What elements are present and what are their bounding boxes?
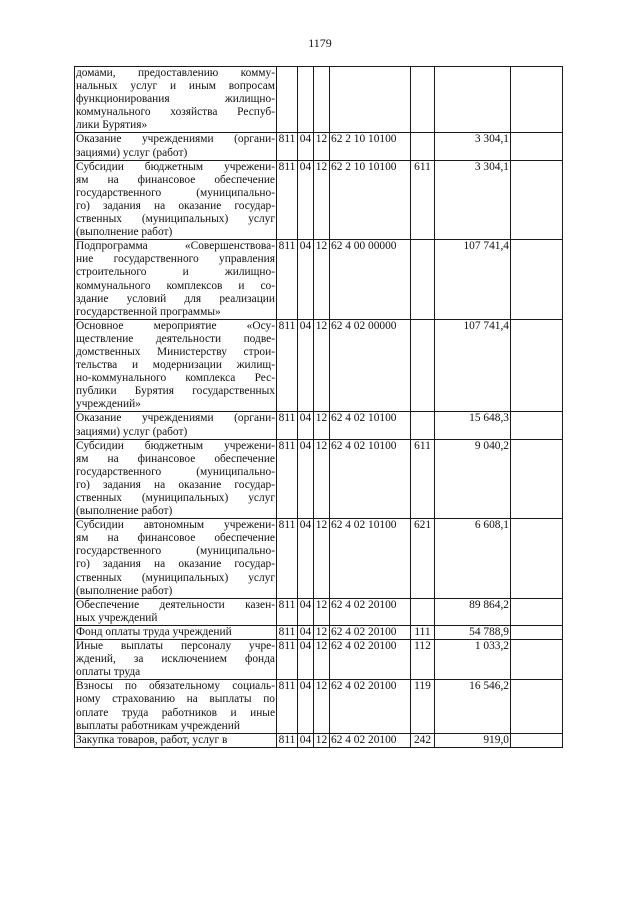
ministry-code bbox=[277, 67, 298, 133]
row-name-line: домственных Министерству строи- bbox=[76, 345, 275, 358]
empty-cell bbox=[511, 680, 563, 733]
row-name-line: коммунального хозяйства Респуб- bbox=[76, 106, 275, 119]
ministry-code: 811 bbox=[277, 519, 298, 599]
empty-cell bbox=[511, 640, 563, 680]
expense-type-code bbox=[411, 133, 435, 160]
row-name-line: Обеспечение деятельности казен- bbox=[76, 598, 275, 611]
row-name-line: но-коммунального комплекса Рес- bbox=[76, 372, 275, 385]
row-name bbox=[75, 733, 277, 747]
row-name-line: Оказание учреждениями (органи- bbox=[76, 133, 275, 146]
subsection-code: 12 bbox=[314, 625, 330, 639]
target-article-code: 62 4 02 20100 bbox=[330, 733, 411, 747]
budget-table bbox=[74, 66, 563, 748]
row-name-line: ществление деятельности подве- bbox=[76, 332, 275, 345]
empty-cell bbox=[511, 160, 563, 240]
row-name-line: публики Бурятия государственных bbox=[76, 385, 275, 398]
row-name-line: го) задания на оказание государ- bbox=[76, 558, 275, 571]
amount: 15 648,3 bbox=[435, 412, 511, 439]
row-name-line: коммунального комплексов и со- bbox=[76, 279, 275, 292]
row-name-line: ждений, за исключением фонда bbox=[76, 653, 275, 666]
row-name bbox=[75, 625, 277, 639]
row-name bbox=[75, 133, 277, 160]
row-name-line: ных учреждений bbox=[76, 611, 158, 624]
section-code: 04 bbox=[298, 439, 314, 519]
row-name bbox=[75, 319, 277, 412]
page-number: 1179 bbox=[308, 36, 332, 50]
row-name-line: Иные выплаты персоналу учре- bbox=[76, 640, 275, 653]
target-article-code: 62 2 10 10100 bbox=[330, 160, 411, 240]
expense-type-code bbox=[411, 598, 435, 625]
section-code bbox=[298, 67, 314, 133]
row-name bbox=[75, 160, 277, 240]
empty-cell bbox=[511, 133, 563, 160]
ministry-code: 811 bbox=[277, 412, 298, 439]
row-name-line: домами, предоставлению комму- bbox=[76, 67, 275, 79]
row-name bbox=[75, 680, 277, 733]
ministry-code: 811 bbox=[277, 733, 298, 747]
subsection-code: 12 bbox=[314, 439, 330, 519]
ministry-code: 811 bbox=[277, 640, 298, 680]
target-article-code: 62 4 02 20100 bbox=[330, 680, 411, 733]
row-name-line: ям на финансовое обеспечение bbox=[76, 532, 275, 545]
subsection-code: 12 bbox=[314, 680, 330, 733]
section-code: 04 bbox=[298, 519, 314, 599]
subsection-code bbox=[314, 67, 330, 133]
subsection-code: 12 bbox=[314, 319, 330, 412]
row-name-line: ям на финансовое обеспечение bbox=[76, 173, 275, 186]
target-article-code: 62 4 02 20100 bbox=[330, 625, 411, 639]
amount: 107 741,4 bbox=[435, 240, 511, 320]
expense-type-code bbox=[411, 412, 435, 439]
table-row bbox=[75, 519, 563, 599]
row-name-line: государственного (муниципально- bbox=[76, 465, 275, 478]
row-name-line: ственных (муниципальных) услуг bbox=[76, 492, 275, 504]
subsection-code: 12 bbox=[314, 160, 330, 240]
row-name-line: Закупка товаров, работ, услуг в bbox=[76, 733, 228, 746]
empty-cell bbox=[511, 439, 563, 519]
row-name-line: ственных (муниципальных) услуг bbox=[76, 213, 275, 226]
row-name bbox=[75, 67, 277, 133]
section-code: 04 bbox=[298, 133, 314, 160]
section-code: 04 bbox=[298, 240, 314, 320]
row-name-line: Субсидии бюджетным учрежени- bbox=[76, 439, 275, 452]
row-name bbox=[75, 519, 277, 599]
row-name-line: строительного и жилищно- bbox=[76, 266, 275, 279]
table-row bbox=[75, 67, 563, 133]
section-code: 04 bbox=[298, 160, 314, 240]
row-name-line: здание условий для реализации bbox=[76, 292, 275, 305]
ministry-code: 811 bbox=[277, 133, 298, 160]
amount: 919,0 bbox=[435, 733, 511, 747]
row-name-line: зациями) услуг (работ) bbox=[76, 425, 188, 438]
section-code: 04 bbox=[298, 412, 314, 439]
empty-cell bbox=[511, 319, 563, 412]
row-name-line: оплаты труда bbox=[76, 666, 141, 679]
row-name-line: Субсидии бюджетным учрежени- bbox=[76, 160, 275, 173]
row-name bbox=[75, 598, 277, 625]
row-name bbox=[75, 240, 277, 320]
table-row bbox=[75, 160, 563, 240]
amount: 89 864,2 bbox=[435, 598, 511, 625]
amount: 6 608,1 bbox=[435, 519, 511, 599]
empty-cell bbox=[511, 598, 563, 625]
amount: 54 788,9 bbox=[435, 625, 511, 639]
row-name-line: Фонд оплаты труда учреждений bbox=[76, 625, 232, 638]
target-article-code: 62 4 00 00000 bbox=[330, 240, 411, 320]
expense-type-code: 111 bbox=[411, 625, 435, 639]
section-code: 04 bbox=[298, 319, 314, 412]
row-name-line: ственных (муниципальных) услуг bbox=[76, 571, 275, 584]
subsection-code: 12 bbox=[314, 133, 330, 160]
table-row bbox=[75, 133, 563, 160]
amount: 107 741,4 bbox=[435, 319, 511, 412]
ministry-code: 811 bbox=[277, 319, 298, 412]
expense-type-code: 242 bbox=[411, 733, 435, 747]
subsection-code: 12 bbox=[314, 519, 330, 599]
target-article-code: 62 4 02 10100 bbox=[330, 519, 411, 599]
expense-type-code: 611 bbox=[411, 160, 435, 240]
row-name-line: Подпрограмма «Совершенствова- bbox=[76, 240, 275, 253]
table-body bbox=[75, 67, 563, 748]
empty-cell bbox=[511, 519, 563, 599]
row-name-line: (выполнение работ) bbox=[76, 584, 173, 597]
expense-type-code bbox=[411, 240, 435, 320]
table-row bbox=[75, 680, 563, 733]
row-name-line: ному страхованию на выплаты по bbox=[76, 693, 275, 706]
table-row bbox=[75, 625, 563, 639]
row-name bbox=[75, 640, 277, 680]
section-code: 04 bbox=[298, 625, 314, 639]
row-name-line: нальных услуг и иным вопросам bbox=[76, 80, 275, 93]
row-name-line: государственной программы» bbox=[76, 305, 221, 318]
amount bbox=[435, 67, 511, 133]
row-name-line: Оказание учреждениями (органи- bbox=[76, 412, 275, 425]
row-name-line: зациями) услуг (работ) bbox=[76, 146, 188, 159]
row-name-line: государственного (муниципально- bbox=[76, 545, 275, 558]
table-row bbox=[75, 319, 563, 412]
row-name-line: Основное мероприятие «Осу- bbox=[76, 319, 275, 332]
row-name-line: Взносы по обязательному социаль- bbox=[76, 680, 275, 693]
ministry-code: 811 bbox=[277, 680, 298, 733]
expense-type-code: 112 bbox=[411, 640, 435, 680]
row-name-line: государственного (муниципально- bbox=[76, 186, 275, 199]
ministry-code: 811 bbox=[277, 625, 298, 639]
subsection-code: 12 bbox=[314, 240, 330, 320]
row-name-line: выплаты работникам учреждений bbox=[76, 719, 240, 732]
row-name bbox=[75, 439, 277, 519]
row-name-line: (выполнение работ) bbox=[76, 226, 173, 239]
subsection-code: 12 bbox=[314, 640, 330, 680]
table-row bbox=[75, 640, 563, 680]
subsection-code: 12 bbox=[314, 412, 330, 439]
table-row bbox=[75, 733, 563, 747]
section-code: 04 bbox=[298, 680, 314, 733]
subsection-code: 12 bbox=[314, 733, 330, 747]
section-code: 04 bbox=[298, 598, 314, 625]
ministry-code: 811 bbox=[277, 240, 298, 320]
target-article-code: 62 4 02 10100 bbox=[330, 412, 411, 439]
expense-type-code: 611 bbox=[411, 439, 435, 519]
row-name-line: ние государственного управления bbox=[76, 253, 275, 266]
row-name-line: го) задания на оказание государ- bbox=[76, 199, 275, 212]
amount: 3 304,1 bbox=[435, 133, 511, 160]
row-name-line: оплате труда работников и иные bbox=[76, 706, 275, 719]
row-name-line: (выполнение работ) bbox=[76, 505, 173, 518]
empty-cell bbox=[511, 625, 563, 639]
empty-cell bbox=[511, 733, 563, 747]
empty-cell bbox=[511, 412, 563, 439]
row-name-line: учреждений» bbox=[76, 398, 141, 411]
table-row bbox=[75, 412, 563, 439]
section-code: 04 bbox=[298, 733, 314, 747]
target-article-code: 62 4 02 10100 bbox=[330, 439, 411, 519]
expense-type-code: 119 bbox=[411, 680, 435, 733]
row-name-line: ям на финансовое обеспечение bbox=[76, 452, 275, 465]
row-name-line: лики Бурятия» bbox=[76, 119, 148, 132]
amount: 16 546,2 bbox=[435, 680, 511, 733]
empty-cell bbox=[511, 67, 563, 133]
row-name-line: тельства и модернизации жилищ- bbox=[76, 359, 275, 372]
empty-cell bbox=[511, 240, 563, 320]
section-code: 04 bbox=[298, 640, 314, 680]
ministry-code: 811 bbox=[277, 439, 298, 519]
amount: 1 033,2 bbox=[435, 640, 511, 680]
table-row bbox=[75, 240, 563, 320]
ministry-code: 811 bbox=[277, 598, 298, 625]
target-article-code bbox=[330, 67, 411, 133]
expense-type-code: 621 bbox=[411, 519, 435, 599]
expense-type-code bbox=[411, 319, 435, 412]
amount: 9 040,2 bbox=[435, 439, 511, 519]
subsection-code: 12 bbox=[314, 598, 330, 625]
table-row bbox=[75, 598, 563, 625]
amount: 3 304,1 bbox=[435, 160, 511, 240]
row-name-line: Субсидии автономным учрежени- bbox=[76, 519, 275, 532]
target-article-code: 62 4 02 20100 bbox=[330, 598, 411, 625]
row-name-line: го) задания на оказание государ- bbox=[76, 478, 275, 491]
expense-type-code bbox=[411, 67, 435, 133]
target-article-code: 62 4 02 20100 bbox=[330, 640, 411, 680]
ministry-code: 811 bbox=[277, 160, 298, 240]
row-name bbox=[75, 412, 277, 439]
target-article-code: 62 4 02 00000 bbox=[330, 319, 411, 412]
target-article-code: 62 2 10 10100 bbox=[330, 133, 411, 160]
row-name-line: функционирования жилищно- bbox=[76, 93, 275, 106]
table-row bbox=[75, 439, 563, 519]
